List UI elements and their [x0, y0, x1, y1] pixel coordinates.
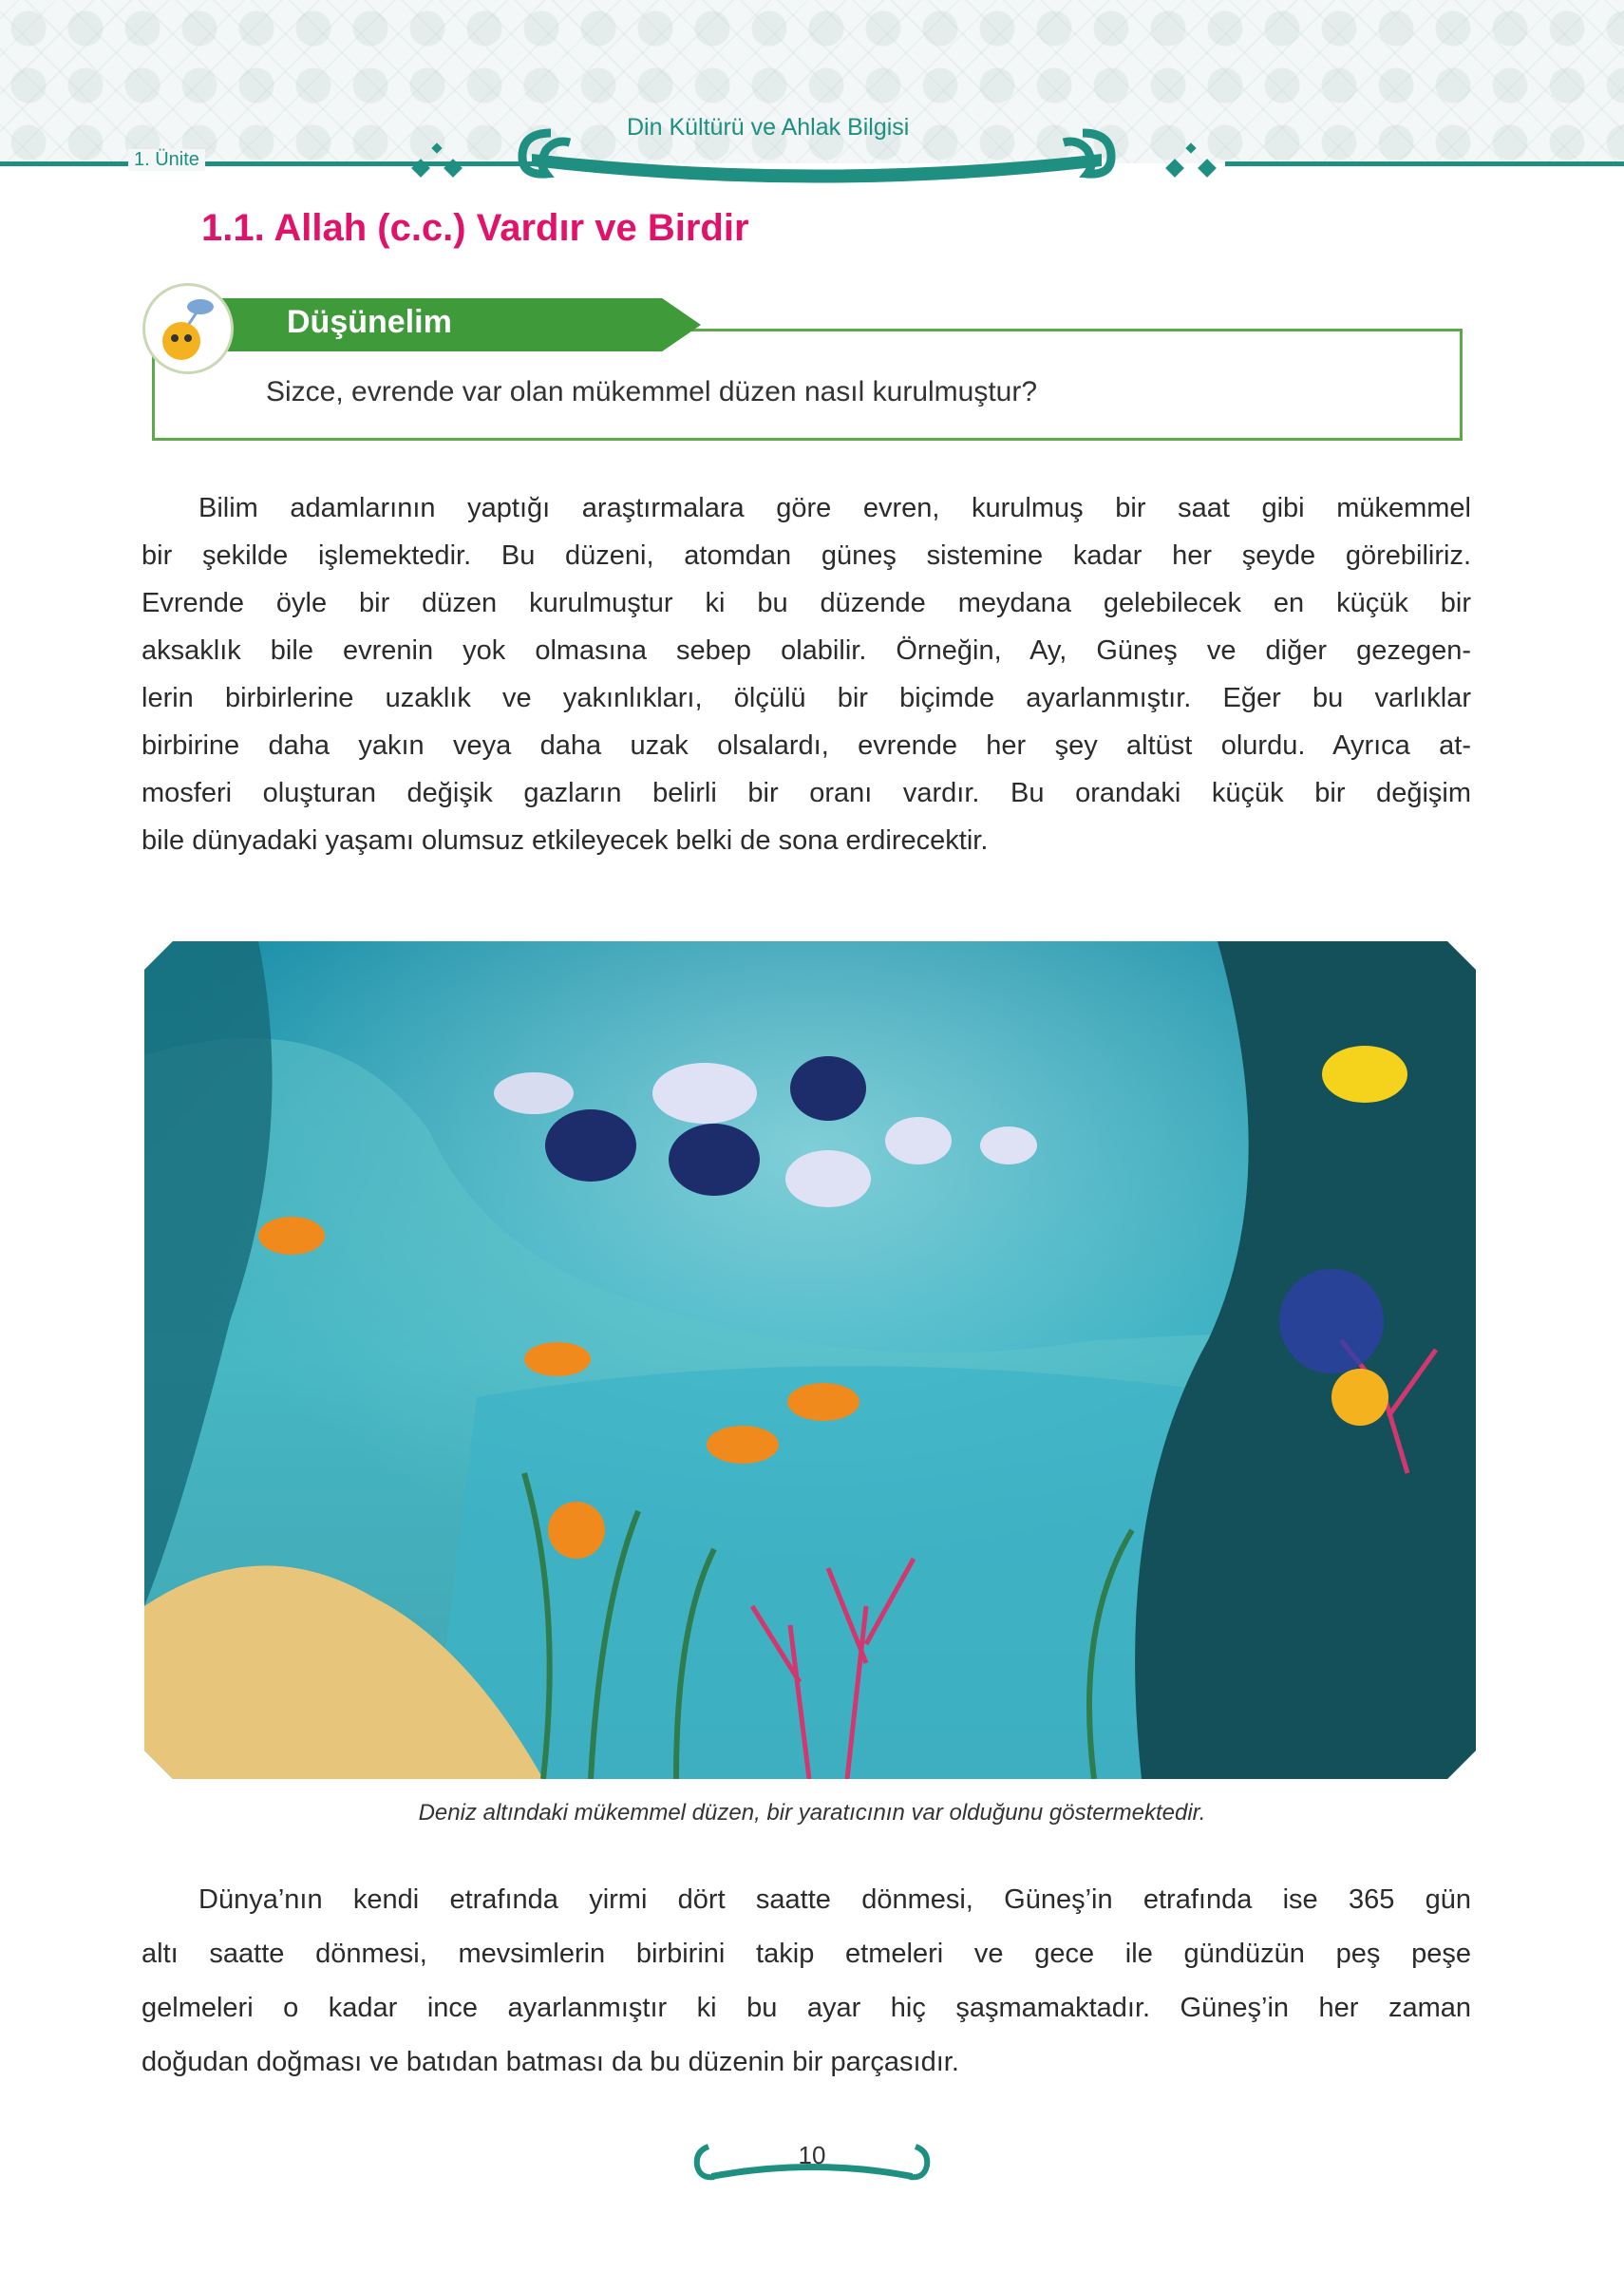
page-number: 10 — [798, 2141, 826, 2169]
figure-caption: Deniz altındaki mükemmel düzen, bir yaratıcının var olduğunu göstermektedir. — [418, 1800, 1206, 1826]
text-line: altı saatte dönmesi, mevsimlerin birbirini takip etmeleri ve gece ile gündüzün peş peşe — [142, 1939, 1471, 1969]
paragraph-2 — [142, 1873, 1471, 2090]
header-rule-right — [1225, 161, 1624, 166]
text-line: mosferi oluşturan değişik gazların belirli bir oranı vardır. Bu orandaki küçük bir değişim — [142, 778, 1471, 808]
text-line: doğudan doğması ve batıdan batması da bu düzenin bir parçasıdır. — [142, 2047, 959, 2077]
text-line: birbirine daha yakın veya daha uzak olsalardı, evrende her şey altüst olurdu. Ayrıca at- — [142, 730, 1471, 761]
text-line: gelmeleri o kadar ince ayarlanmıştır ki bu ayar hiç şaşmamaktadır. Güneş’in her zaman — [142, 1993, 1471, 2023]
text-line: Dünya’nın kendi etrafında yirmi dört saatte dönmesi, Güneş’in etrafında ise 365 gün — [198, 1884, 1471, 1915]
text-line: aksaklık bile evrenin yok olmasına sebep olabilir. Örneğin, Ay, Güneş ve diğer gezegen- — [142, 635, 1471, 666]
blue-coral — [1279, 1269, 1384, 1373]
underwater-illustration — [144, 941, 1476, 1779]
page-number-footer — [688, 2137, 936, 2186]
text-line: bile dünyadaki yaşamı olumsuz etkileyecek belki de sona erdirecektir. — [142, 825, 989, 856]
text-line: Bilim adamlarının yaptığı araştırmalara göre evren, kurulmuş bir saat gibi mükemmel — [198, 493, 1471, 523]
subject-title: Din Kültürü ve Ahlak Bilgisi — [627, 114, 910, 141]
text-line: Evrende öyle bir düzen kurulmuştur ki bu düzende meydana gelebilecek en küçük bir — [142, 588, 1471, 618]
text-line: bir şekilde işlemektedir. Bu düzeni, atomdan güneş sistemine kadar her şeyde görebiliriz. — [142, 540, 1471, 571]
text-line: lerin birbirlerine uzaklık ve yakınlıkları, ölçülü bir biçimde ayarlanmıştır. Eğer bu varlıklar — [142, 683, 1471, 713]
paragraph-1 — [142, 484, 1471, 864]
unit-label: 1. Ünite — [128, 149, 205, 171]
thinking-face-icon — [142, 283, 234, 374]
section-title: 1.1. Allah (c.c.) Vardır ve Birdir — [201, 207, 749, 249]
header-ornament — [399, 95, 1235, 190]
think-question: Sizce, evrende var olan mükemmel düzen nasıl kurulmuştur? — [266, 376, 1038, 407]
think-label: Düşünelim — [287, 304, 452, 340]
think-box — [142, 283, 1472, 450]
